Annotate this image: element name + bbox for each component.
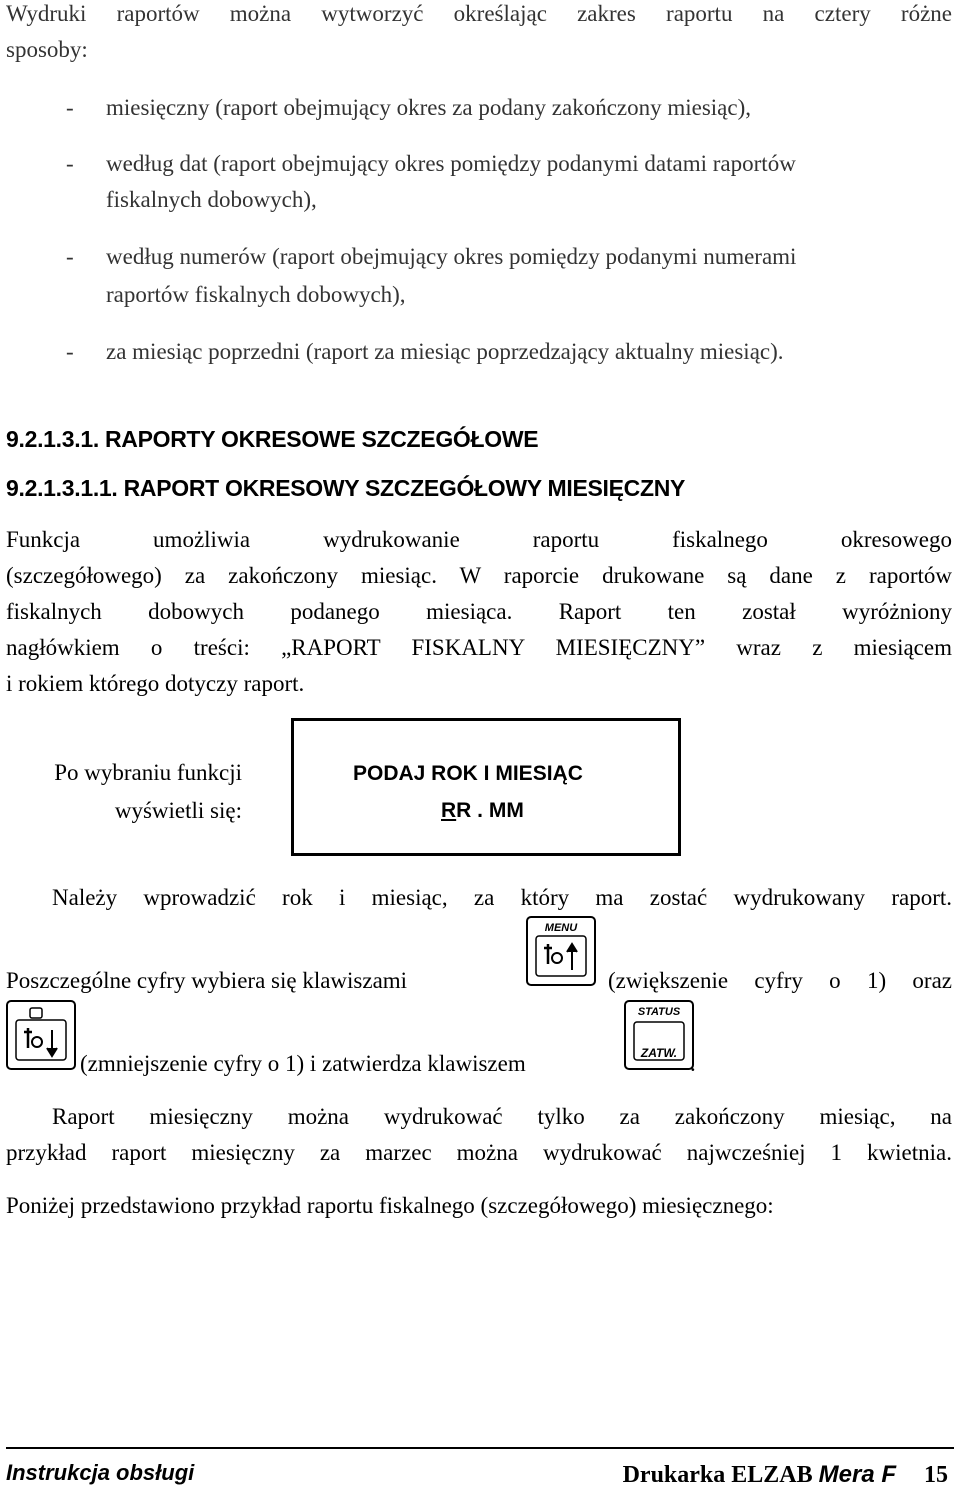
intro-line-1: Wydruki raportów można wytworzyć określając zakres raportu na cztery różne: [6, 1, 952, 26]
display-cursor: R: [441, 799, 457, 822]
footer-product: [623, 1460, 948, 1490]
printer-display: [291, 718, 681, 856]
keys-text-part-4: .: [690, 1051, 696, 1076]
footer-brand: Drukarka ELZAB: [622, 1462, 813, 1488]
page-number: 15: [924, 1462, 948, 1488]
bullet-item-previous-month: za miesiąc poprzedni (raport za miesiąc poprzedzający aktualny miesiąc).: [106, 339, 784, 364]
status-confirm-key-icon: [624, 1000, 694, 1070]
paragraph-line: Poniżej przedstawiono przykład raportu fiskalnego (szczegółowego) miesięcznego:: [6, 1193, 774, 1218]
key-label-zatw: ZATW.: [640, 1046, 678, 1060]
intro-line-2: sposoby:: [6, 37, 88, 62]
bullet-dash: -: [66, 151, 74, 176]
paragraph-line: Raport miesięczny można wydrukować tylko za zakończony miesiąc, na: [52, 1104, 952, 1129]
bullet-item-dates: według dat (raport obejmujący okres pomiędzy podanymi datami raportów: [106, 151, 796, 176]
bullet-item-monthly: miesięczny (raport obejmujący okres za podany zakończony miesiąc),: [106, 95, 752, 120]
bullet-item-numbers-cont: raportów fiskalnych dobowych),: [106, 282, 406, 307]
bullet-dash: -: [66, 95, 74, 120]
footer-manual-title: Instrukcja obsługi: [6, 1460, 195, 1485]
paragraph-line: Funkcja umożliwia wydrukowanie raportu fiskalnego okresowego: [6, 527, 952, 552]
key-label-menu: MENU: [544, 922, 578, 934]
keys-text-part-2-inner: (zwiększenie cyfry o 1) oraz: [608, 968, 952, 993]
keys-text-part-2: [608, 967, 952, 995]
display-prompt: PODAJ ROK I MIESIĄC: [353, 762, 583, 785]
display-format-rest: R . MM: [456, 799, 524, 822]
keys-text-part-3: (zmniejszenie cyfry o 1) i zatwierdza klawiszem: [80, 1051, 526, 1076]
display-input-format: [441, 799, 678, 823]
menu-up-key-icon: [526, 916, 596, 986]
keys-text-part-1: Poszczególne cyfry wybiera się klawiszami: [6, 968, 408, 993]
down-key-icon: [6, 1000, 76, 1070]
key-label-status: STATUS: [637, 1006, 681, 1018]
display-caption-line-1: Po wybraniu funkcji: [54, 760, 242, 785]
paragraph-line: fiskalnych dobowych podanego miesiąca. Raport ten został wyróżniony: [6, 599, 952, 624]
footer-divider: [6, 1447, 954, 1449]
section-heading: 9.2.1.3.1. RAPORTY OKRESOWE SZCZEGÓŁOWE: [6, 426, 539, 452]
paragraph-line: Należy wprowadzić rok i miesiąc, za który ma zostać wydrukowany raport.: [52, 885, 952, 910]
footer-model: Mera F: [818, 1461, 896, 1488]
display-caption-line-2: wyświetli się:: [114, 798, 242, 823]
bullet-dash: -: [66, 244, 74, 269]
bullet-item-dates-cont: fiskalnych dobowych),: [106, 187, 317, 212]
paragraph-line: przykład raport miesięczny za marzec można wydrukować najwcześniej 1 kwietnia.: [6, 1140, 952, 1165]
paragraph-line: nagłówkiem o treści: „RAPORT FISKALNY MIESIĘCZNY” wraz z miesiącem: [6, 635, 952, 660]
bullet-item-numbers: według numerów (raport obejmujący okres pomiędzy podanymi numerami: [106, 244, 797, 269]
subsection-heading: 9.2.1.3.1.1. RAPORT OKRESOWY SZCZEGÓŁOWY MIESIĘCZNY: [6, 475, 686, 501]
paragraph-line: (szczegółowego) za zakończony miesiąc. W raporcie drukowane są dane z raportów: [6, 563, 952, 588]
paragraph-line: i rokiem którego dotyczy raport.: [6, 671, 305, 696]
bullet-dash: -: [66, 339, 74, 364]
